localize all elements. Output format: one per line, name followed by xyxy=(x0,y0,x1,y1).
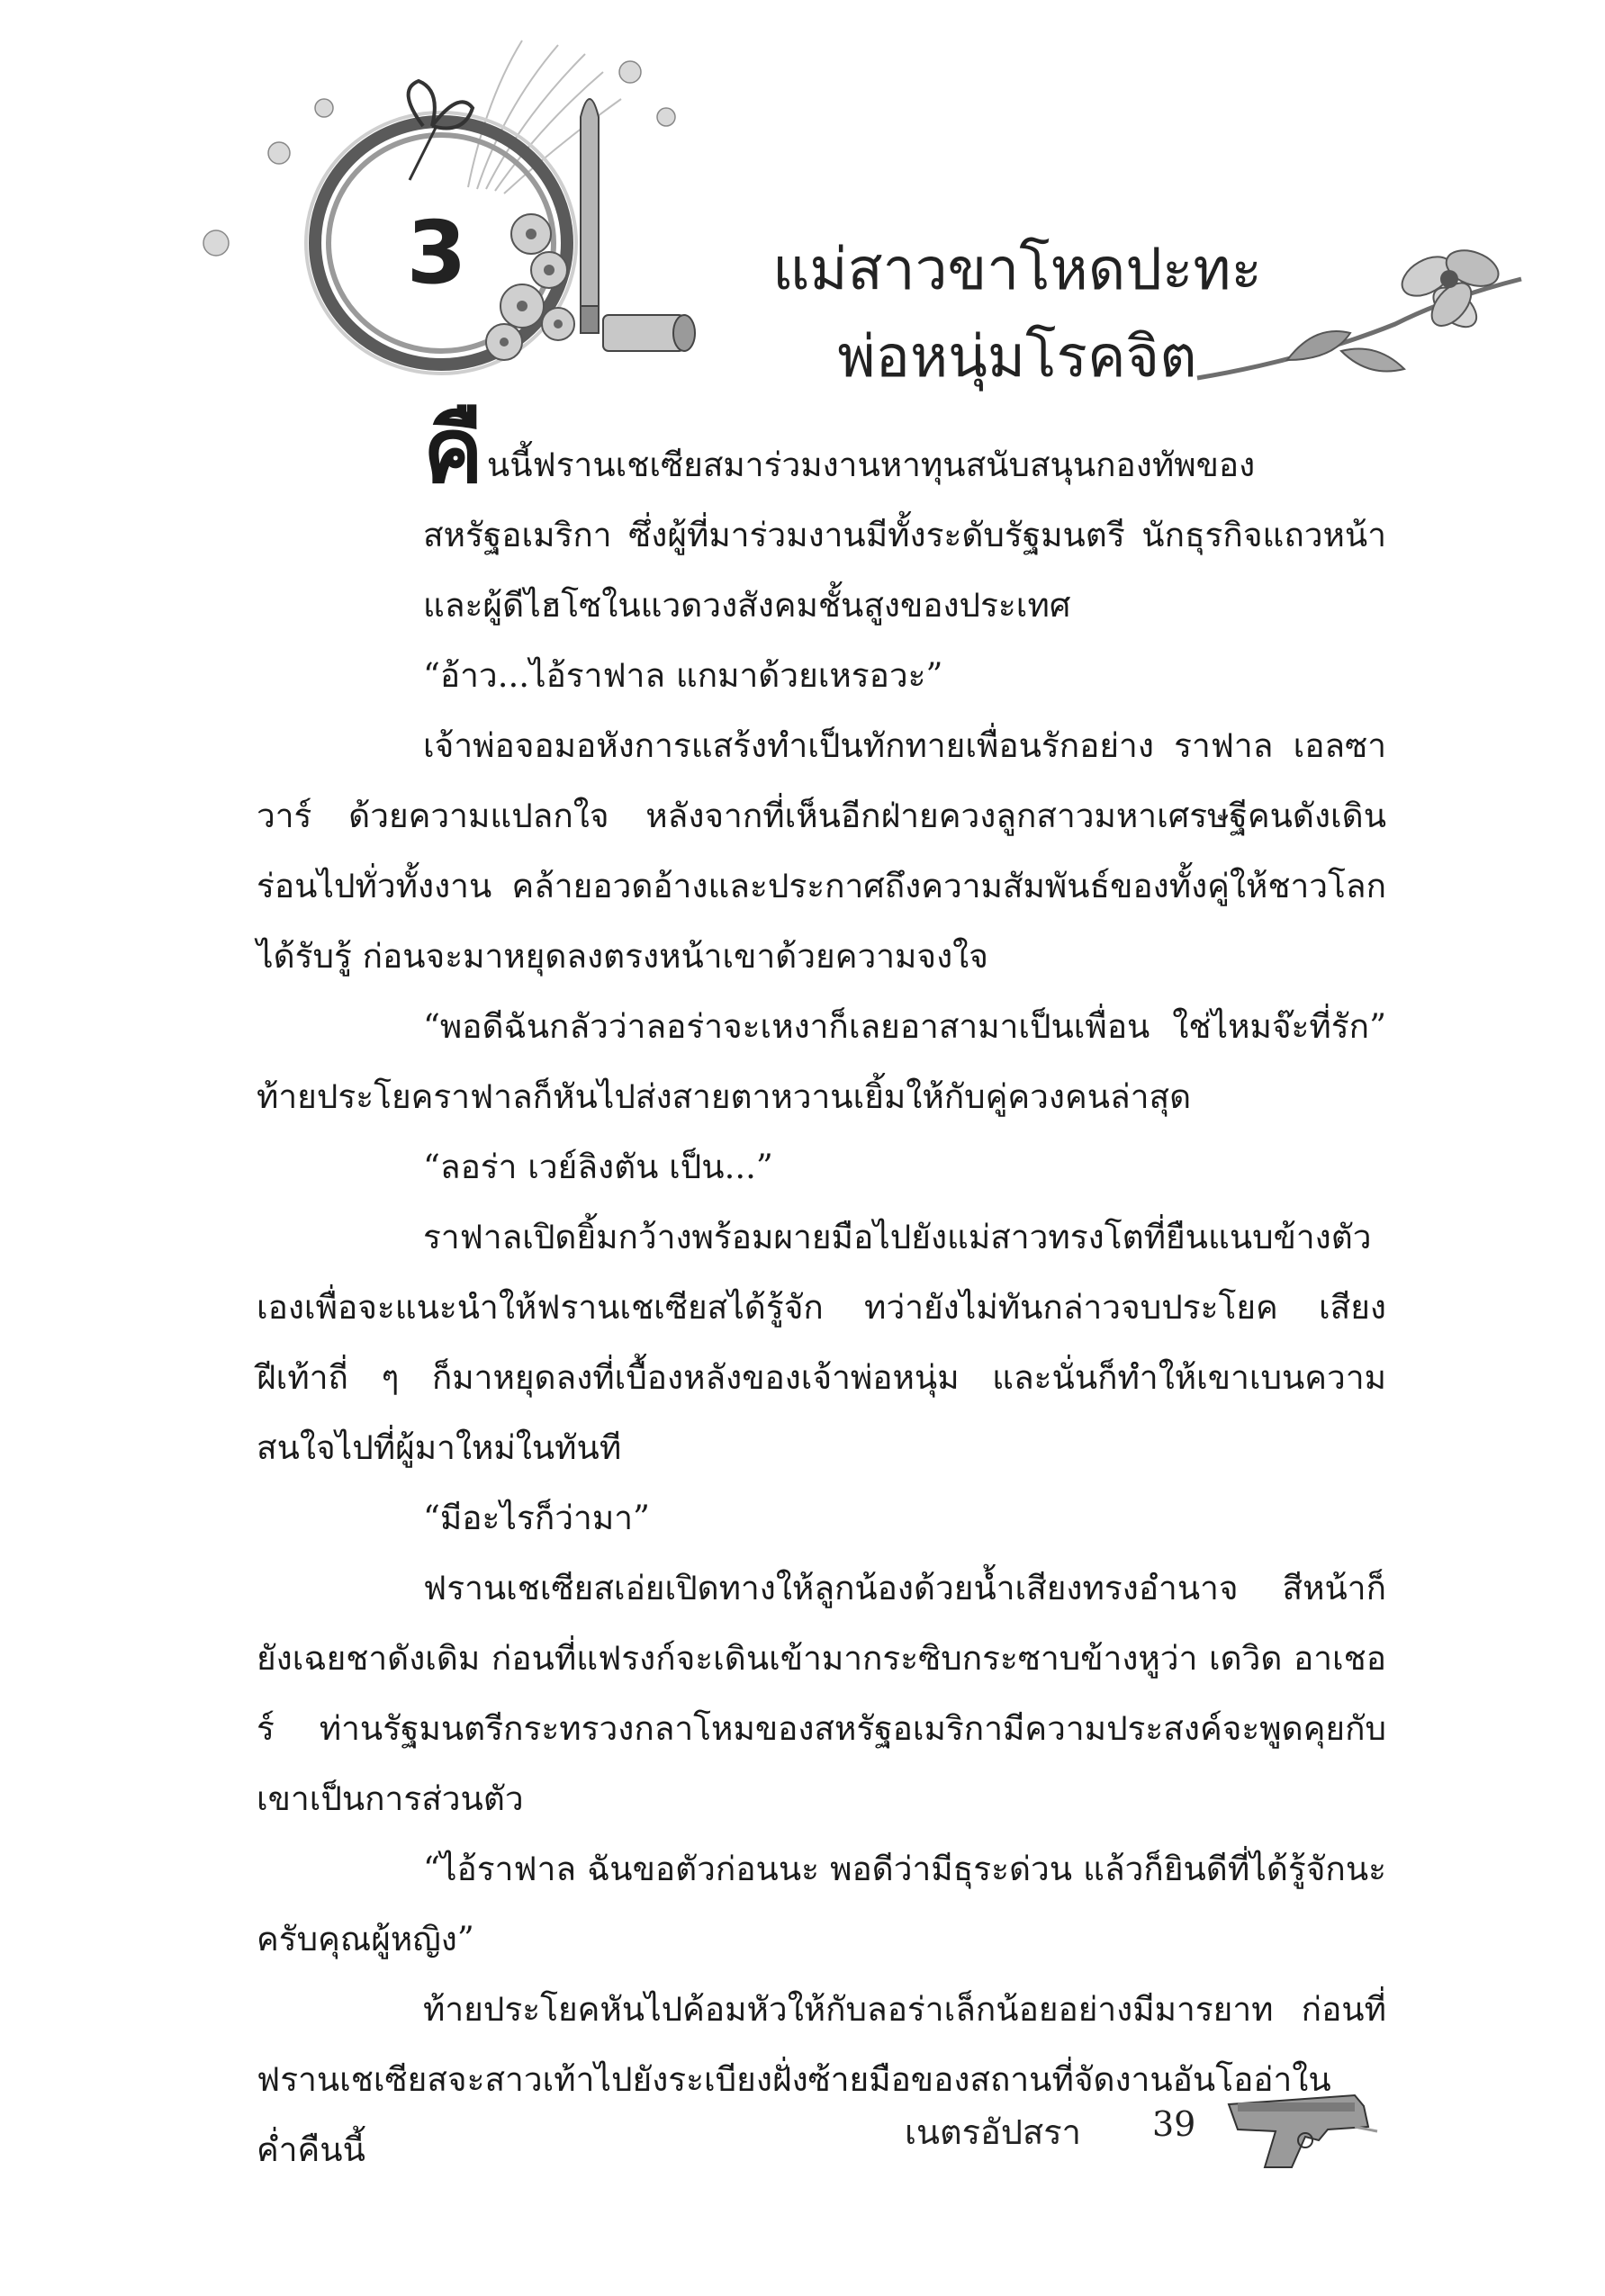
flower-icon xyxy=(1161,225,1539,423)
chapter-number: 3 xyxy=(406,203,467,303)
paragraph: เจ้าพ่อจอมอหังการแสร้งทำเป็นทักทายเพื่อนรักอย่าง ราฟาล เอลซาวาร์ ด้วยความแปลกใจ หลังจากที่เห็นอีกฝ่ายควงลูกสาวมหาเศรษฐีคนดังเดินร่อนไปทั่วทั้งงาน คล้ายอวดอ้างและประกาศถึงความสัมพันธ์ของทั้งคู่ให้ชาวโลกได้รับรู้ ก่อนจะมาหยุดลงตรงหน้าเขาด้วยความจงใจ xyxy=(257,726,1386,976)
chapter-title-line1: แม่สาวขาโหดปะทะ xyxy=(772,237,1262,303)
chapter-title-line2: พ่อหนุ่มโรคจิต xyxy=(837,324,1197,391)
paragraph: “มีอะไรก็ว่ามา” xyxy=(423,1499,650,1537)
pistol-icon xyxy=(1220,2077,1382,2176)
paragraph: “พอดีฉันกลัวว่าลอร่าจะเหงาก็เลยอาสามาเป็นเพื่อน ใช่ไหมจ๊ะที่รัก” ท้ายประโยคราฟาลก็หันไปส่งสายตาหวานเยิ้มให้กับคู่ควงคนล่าสุด xyxy=(257,1007,1386,1116)
bullet-icon xyxy=(581,99,695,351)
paragraph: “ไอ้ราฟาล ฉันขอตัวก่อนนะ พอดีว่ามีธุระด่วน แล้วก็ยินดีที่ได้รู้จักนะครับคุณผู้หญิง” xyxy=(257,1850,1386,1958)
paragraph: ท้ายประโยคหันไปค้อมหัวให้กับลอร่าเล็กน้อยอย่างมีมารยาท ก่อนที่ฟรานเชเซียสจะสาวเท้าไปยังระเบียงฝั่งซ้ายมือของสถานที่จัดงานอันโออ่าในค่ำคืนนี้ xyxy=(257,1990,1386,2169)
page-number: 39 xyxy=(1152,2104,1196,2144)
drop-cap: คื xyxy=(423,398,483,503)
paragraph: คืนนี้ฟรานเชเซียสมาร่วมงานหาทุนสนับสนุนกองทัพของสหรัฐอเมริกา ซึ่งผู้ที่มาร่วมงานมีทั้งระดับรัฐมนตรี นักธุรกิจแถวหน้าและผู้ดีไฮโซในแวดวงสังคมชั้นสูงของประเทศ xyxy=(423,398,1386,625)
paragraph: ราฟาลเปิดยิ้มกว้างพร้อมผายมือไปยังแม่สาวทรงโตที่ยืนแนบข้างตัวเองเพื่อจะแนะนำให้ฟรานเชเซียสได้รู้จัก ทว่ายังไม่ทันกล่าวจบประโยค เสียงฝีเท้าถี่ ๆ ก็มาหยุดลงที่เบื้องหลังของเจ้าพ่อหนุ่ม และนั่นก็ทำให้เขาเบนความสนใจไปที่ผู้มาใหม่ในทันที xyxy=(257,1218,1386,1467)
paragraph: “อ้าว...ไอ้ราฟาล แกมาด้วยเหรอวะ” xyxy=(423,656,943,695)
paragraph: ฟรานเชเซียสเอ่ยเปิดทางให้ลูกน้องด้วยน้ำเสียงทรงอำนาจ สีหน้าก็ยังเฉยชาดังเดิม ก่อนที่แฟรงก์จะเดินเข้ามากระซิบกระซาบข้างหูว่า เดวิด อาเชอร์ ท่านรัฐมนตรีกระทรวงกลาโหมของสหรัฐอเมริกามีความประสงค์จะพูดคุยกับเขาเป็นการส่วนตัว xyxy=(257,1569,1386,1818)
chapter-body xyxy=(257,398,1386,2185)
paragraph: “ลอร่า เวย์ลิงตัน เป็น...” xyxy=(423,1148,773,1186)
page-footer xyxy=(905,2077,1373,2176)
footer-author: เนตรอัปสรา xyxy=(905,2112,1081,2152)
